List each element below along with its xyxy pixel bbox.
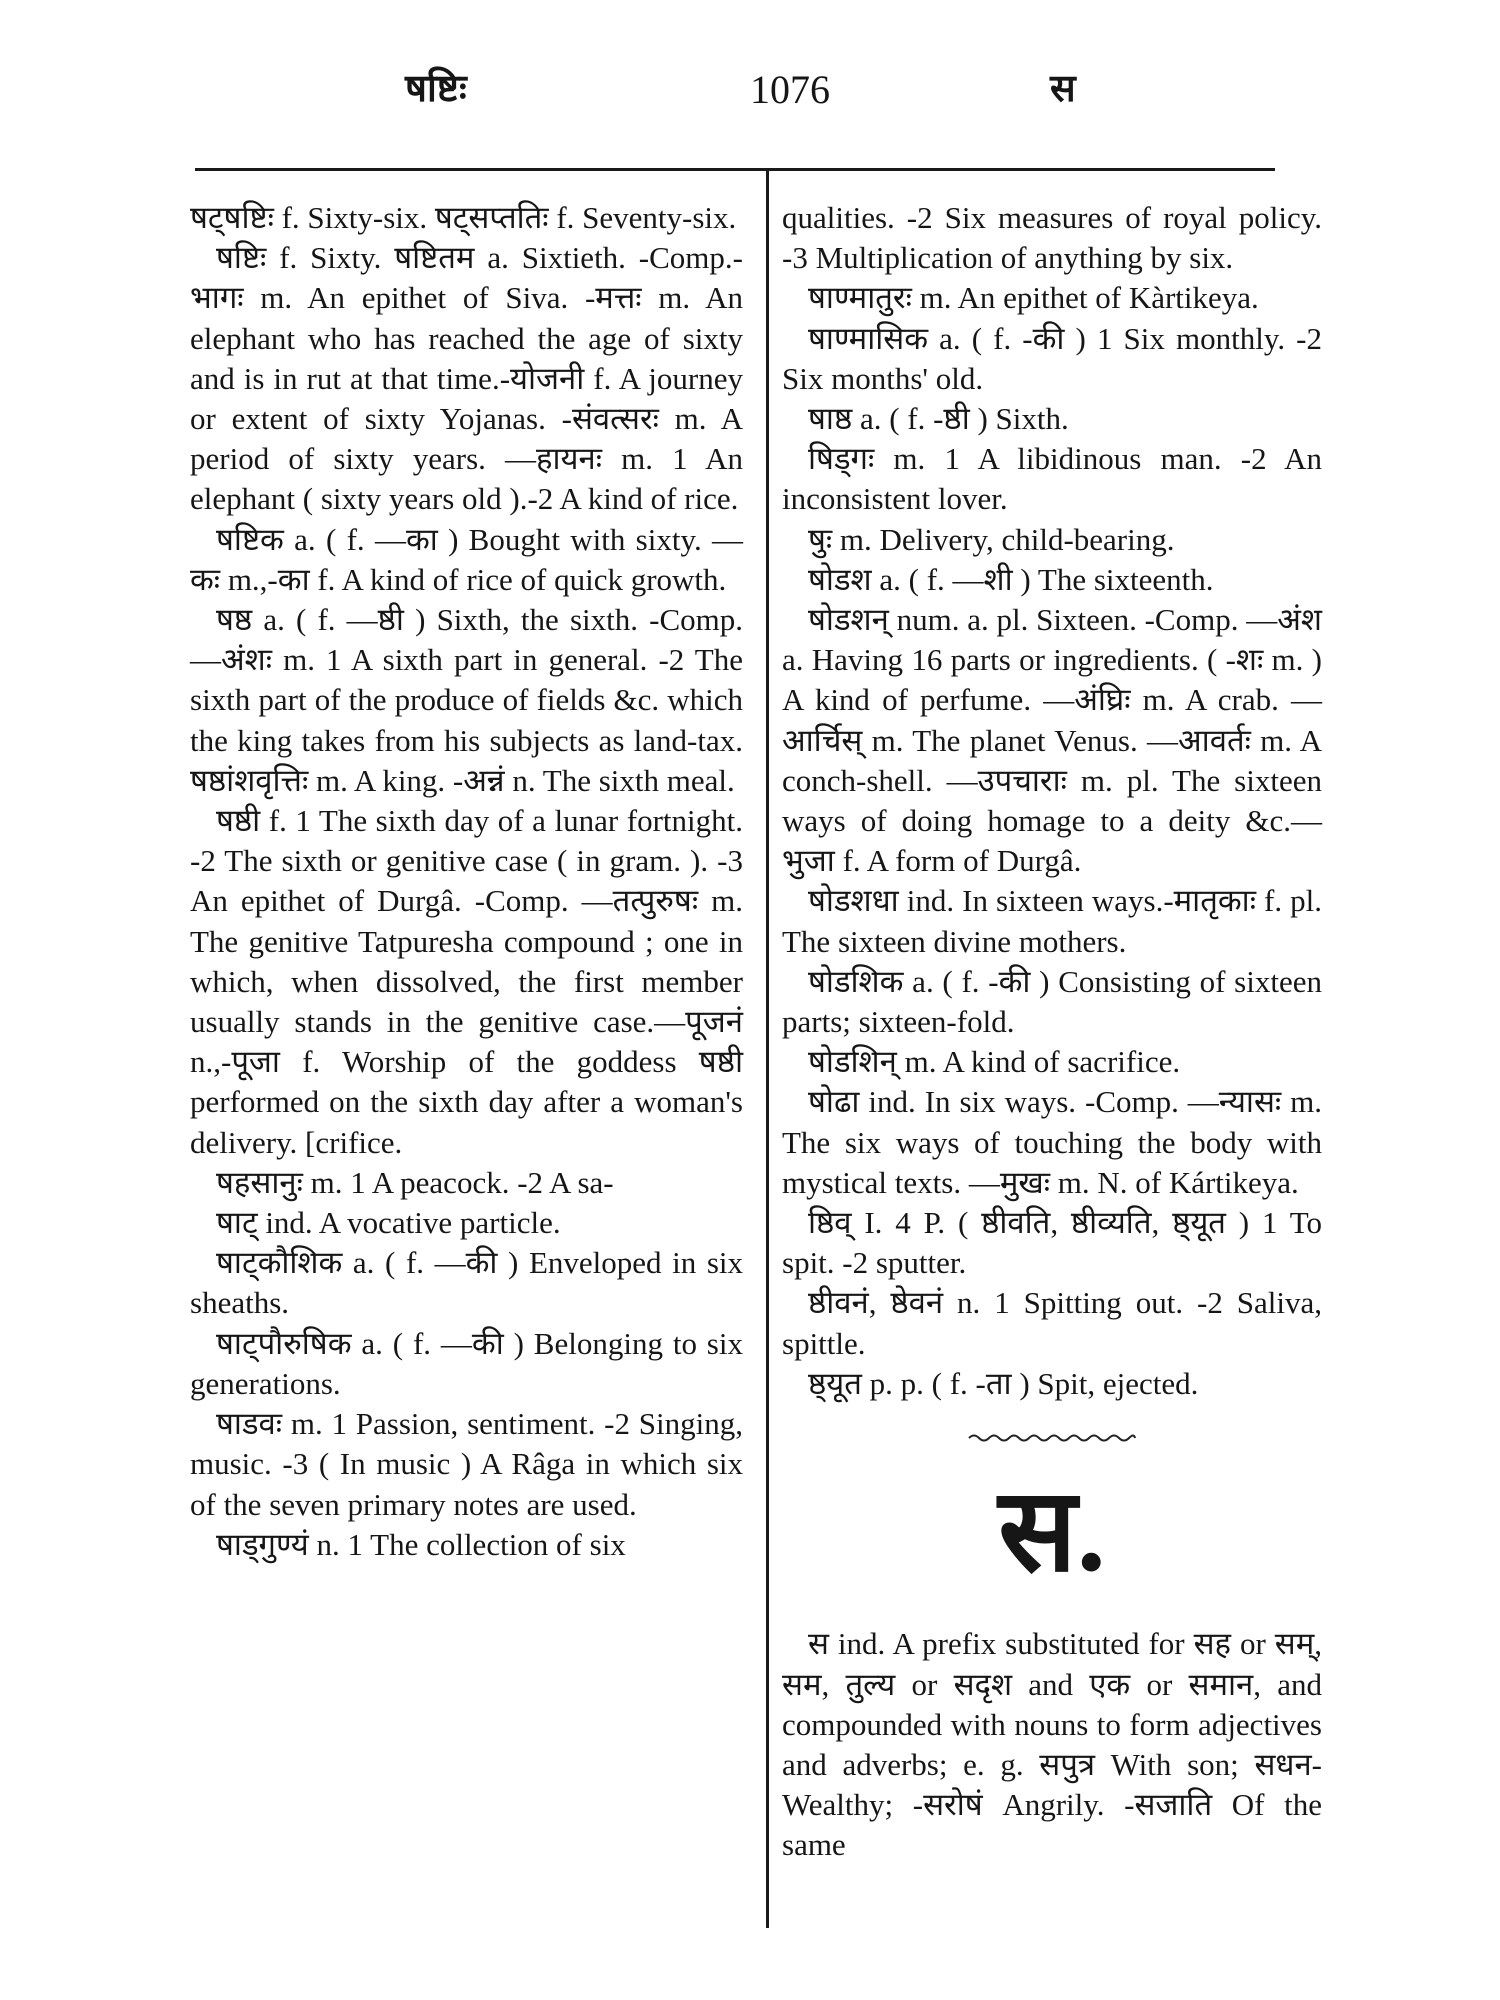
wavy-line-icon [967,1432,1137,1444]
dictionary-entry: ष्ठ्यूत p. p. ( f. -ता ) Spit, ejected. [808,1365,1199,1401]
dictionary-entry: षष्ठी f. 1 The sixth day of a lunar fortnight. -2 The sixth or genitive case ( in gram. ). -3 An epithet of Durgâ. -Comp. —तत्पुरुषः m. The genitive Tatpuresha compound ; one in which, when dissolved, the first member usually stands in the genitive case.—पूजनं n.,-पूजा f. Worship of the goddess षष्ठी performed on the sixth day after a woman's delivery. [crifice. [190,803,743,1160]
dictionary-entry: षोडशिन् m. A kind of sacrifice. [808,1044,1181,1080]
dictionary-entry: स ind. A prefix substituted for सह or सम्, सम, तुल्य or सदृश and एक or समान, and compounded with nouns to form adjectives and adverbs; e. g. सपुत्र With son; सधन- Wealthy; -सरोषं Angrily. -सजाति Of the same [782,1626,1322,1863]
wavy-ornament [782,1414,1322,1454]
column-divider [766,168,769,1928]
section-heading-letter: स. [998,1468,1106,1597]
dictionary-entry: षाड्गुण्यं n. 1 The collection of six [216,1526,626,1562]
dictionary-entry: षट्षष्टिः f. Sixty-six. षट्सप्ततिः f. Seventy-six. [190,200,737,235]
dictionary-entry: षोडशधा ind. In sixteen ways.-मातृकाः f. pl. The sixteen divine mothers. [782,883,1322,959]
dictionary-entry: ष्ठिव् I. 4 P. ( ष्ठीवति, ष्ठीव्यति, ष्ठ्यूत ) 1 To spit. -2 sputter. [782,1205,1322,1281]
dictionary-entry: षुः m. Delivery, child-bearing. [808,521,1175,557]
dictionary-entry: षिड्गः m. 1 A libidinous man. -2 An inconsistent lover. [782,441,1322,517]
dictionary-entry: षाण्मासिक a. ( f. -की ) 1 Six monthly. -2 Six months' old. [782,320,1322,396]
header-guide-word: षष्टिः [405,68,467,110]
header-section-letter: स [1050,68,1076,110]
dictionary-entry: षाट्पौरुषिक a. ( f. —की ) Belonging to six generations. [190,1325,743,1401]
dictionary-entry: षष्टिः f. Sixty. षष्टितम a. Sixtieth. -Comp.-भागः m. An epithet of Siva. -मत्तः m. An elephant who has reached the age of sixty and is in rut at that time.-योजनी f. A journey or extent of sixty Yojanas. -संवत्सरः m. A period of sixty years. —हायनः m. 1 An elephant ( sixty years old ).-2 A kind of rice. [190,240,743,517]
header-rule [195,168,1275,171]
dictionary-entry: षहसानुः m. 1 A peacock. -2 A sa- [216,1164,614,1200]
dictionary-entry: षाडवः m. 1 Passion, sentiment. -2 Singing, music. -3 ( In music ) A Râga in which six of the seven primary notes are used. [190,1406,743,1522]
dictionary-entry: षाष्ठ a. ( f. -ष्ठी ) Sixth. [808,401,1069,437]
dictionary-entry: षोडशिक a. ( f. -की ) Consisting of sixteen parts; sixteen-fold. [782,963,1322,1040]
page-number: 1076 [750,67,830,112]
dictionary-entry: षाट्कौशिक a. ( f. —की ) Enveloped in six sheaths. [190,1245,743,1321]
dictionary-entry: qualities. -2 Six measures of royal policy. -3 Multiplication of anything by six. [782,200,1322,276]
right-column [782,198,1322,1866]
dictionary-entry: षोढा ind. In six ways. -Comp. —न्यासः m. The six ways of touching the body with mystical texts. —मुखः m. N. of Kártikeya. [782,1084,1322,1200]
dictionary-entry: षोडशन् num. a. pl. Sixteen. -Comp. —अंश a. Having 16 parts or ingredients. ( -शः m. ) A kind of perfume. —अंघ्रिः m. A crab. —आर्चिस् m. The planet Venus. —आवर्तः m. A conch-shell. —उपचाराः m. pl. The sixteen ways of doing homage to a deity &c.—भुजा f. A form of Durgâ. [782,602,1322,879]
dictionary-entry: षाट् ind. A vocative particle. [216,1205,561,1241]
dictionary-entry: षोडश a. ( f. —शी ) The sixteenth. [808,561,1214,597]
dictionary-entry: षष्ठ a. ( f. —ष्ठी ) Sixth, the sixth. -Comp. —अंशः m. 1 A sixth part in general. -2 The sixth part of the produce of fields &c. which the king takes from his subjects as land-tax. षष्ठांशवृत्तिः m. A king. -अन्नं n. The sixth meal. [190,602,743,798]
dictionary-entry: ष्ठीवनं, ष्ठेवनं n. 1 Spitting out. -2 Saliva, spittle. [782,1285,1322,1361]
dictionary-entry: षष्टिक a. ( f. —का ) Bought with sixty. —कः m.,-का f. A kind of rice of quick growth. [190,521,743,597]
dictionary-entry: षाण्मातुरः m. An epithet of Kàrtikeya. [808,280,1259,316]
left-column [190,198,743,1565]
